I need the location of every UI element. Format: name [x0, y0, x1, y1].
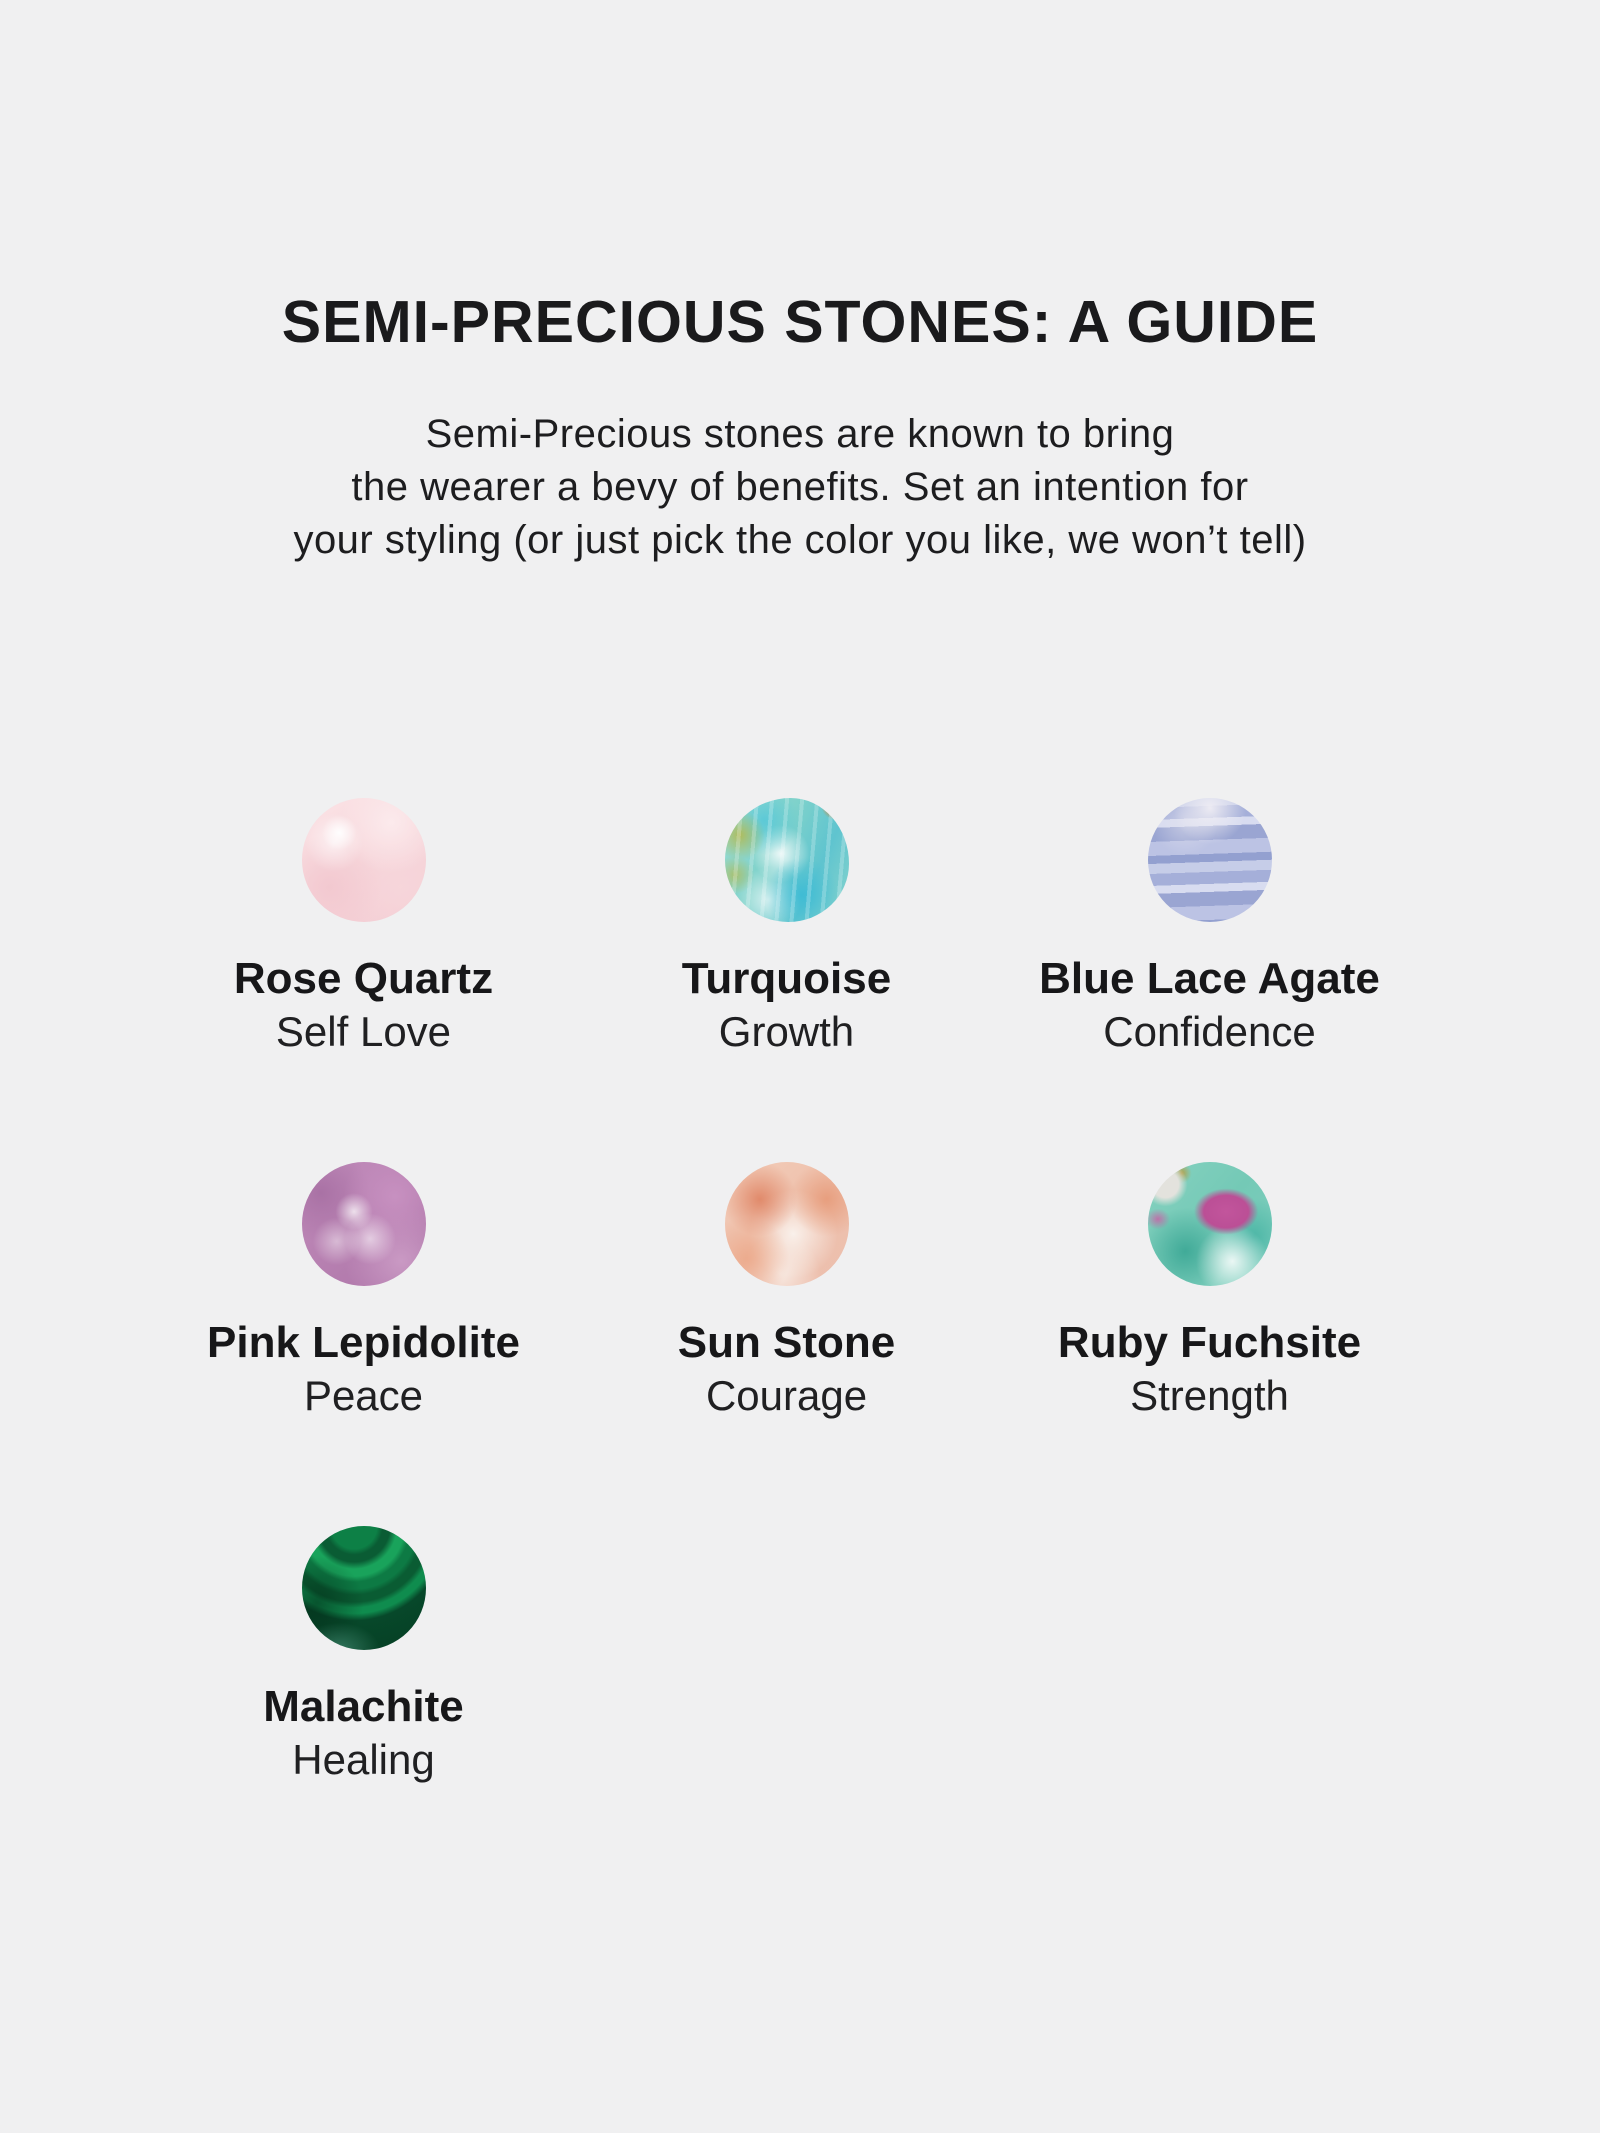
ruby-fuchsite-stone-image: [1148, 1162, 1272, 1286]
stone-card-blue-lace-agate: [998, 798, 1421, 1058]
stone-benefit: Courage: [705, 1372, 868, 1419]
intro-line-1: Semi-Precious stones are known to bring: [425, 412, 1175, 456]
stone-caption: [263, 1680, 464, 1786]
stone-caption: [678, 1316, 896, 1422]
turquoise-stone-image: [725, 798, 849, 922]
intro-line-3: your styling (or just pick the color you like, we won’t tell): [293, 518, 1307, 562]
sun-stone-image: [725, 1162, 849, 1286]
stone-caption: [1039, 952, 1380, 1058]
stones-grid: [152, 798, 1421, 1786]
stone-caption: [682, 952, 891, 1058]
stone-benefit: Growth: [718, 1008, 855, 1055]
stone-caption: [1058, 1316, 1361, 1422]
stone-name: Ruby Fuchsite: [1057, 1318, 1362, 1367]
stone-benefit: Strength: [1130, 1372, 1289, 1419]
stone-name: Sun Stone: [677, 1318, 896, 1367]
page-title: SEMI-PRECIOUS STONES: A GUIDE: [281, 289, 1319, 355]
blue-lace-agate-stone-image: [1148, 798, 1272, 922]
stone-benefit: Confidence: [1103, 1008, 1316, 1055]
stone-card-sun-stone: [575, 1162, 998, 1422]
stone-name: Blue Lace Agate: [1039, 954, 1380, 1003]
intro-line-2: the wearer a bevy of benefits. Set an intention for: [351, 465, 1249, 509]
stone-name: Pink Lepidolite: [207, 1318, 520, 1367]
stone-benefit: Peace: [303, 1372, 424, 1419]
stone-name: Malachite: [263, 1682, 464, 1731]
stone-caption: [207, 1316, 520, 1422]
stone-benefit: Healing: [292, 1736, 435, 1783]
stone-caption: [234, 952, 493, 1058]
stone-card-rose-quartz: [152, 798, 575, 1058]
stone-benefit: Self Love: [275, 1008, 452, 1055]
stone-card-malachite: [152, 1526, 575, 1786]
stone-card-ruby-fuchsite: [998, 1162, 1421, 1422]
stone-name: Rose Quartz: [233, 954, 494, 1003]
intro-paragraph: [0, 408, 1600, 567]
rose-quartz-stone-image: [302, 798, 426, 922]
stone-name: Turquoise: [681, 954, 892, 1003]
pink-lepidolite-stone-image: [302, 1162, 426, 1286]
malachite-stone-image: [302, 1526, 426, 1650]
stone-card-turquoise: [575, 798, 998, 1058]
stone-card-pink-lepidolite: [152, 1162, 575, 1422]
